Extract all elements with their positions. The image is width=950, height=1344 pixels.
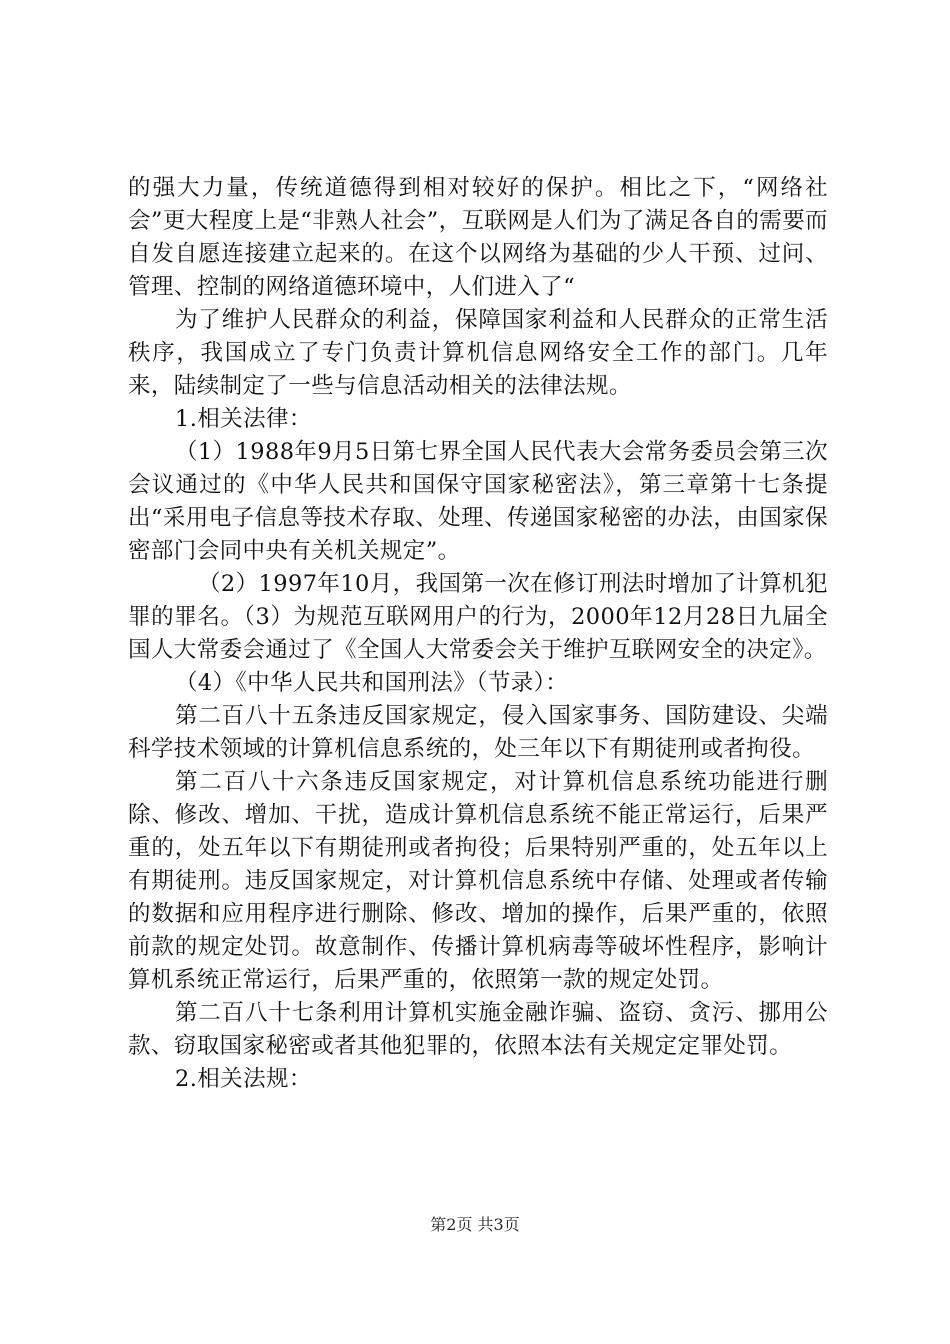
paragraph-law-1: （1）1988年9月5日第七界全国人民代表大会常务委员会第三次会议通过的《中华人民共和国保守国家秘密法》，第三章第十七条提出“采用电子信息等技术存取、处理、传递国家秘密的办法，由国家保密部门会同中央有关机关规定”。 bbox=[128, 439, 828, 564]
paragraph-article-286: 第二百八十六条违反国家规定，对计算机信息系统功能进行删除、修改、增加、干扰，造成计算机信息系统不能正常运行，后果严重的，处五年以下有期徒刑或者拘役；后果特别严重的，处五年以上有期徒刑。违反国家规定，对计算机信息系统中存储、处理或者传输的数据和应用程序进行删除、修改、增加的操作，后果严重的，依照前款的规定处罚。故意制作、传播计算机病毒等破坏性程序，影响计算机系统正常运行，后果严重的，依照第一款的规定处罚。 bbox=[128, 769, 828, 993]
section-heading-laws: 1.相关法律： bbox=[175, 406, 312, 432]
paragraph-article-287: 第二百八十七条利用计算机实施金融诈骗、盗窃、贪污、挪用公款、窃取国家秘密或者其他犯罪的，依照本法有关规定定罪处罚。 bbox=[128, 1000, 828, 1059]
page-footer: 第2页 共3页 bbox=[430, 1215, 520, 1234]
section-heading-regulations: 2.相关法规： bbox=[175, 1066, 312, 1092]
paragraph-intro: 为了维护人民群众的利益，保障国家利益和人民群众的正常生活秩序，我国成立了专门负责计算机信息网络安全工作的部门。几年来，陆续制定了一些与信息活动相关的法律法规。 bbox=[128, 307, 828, 399]
document-body bbox=[128, 172, 828, 1096]
paragraph-law-4: （4）《中华人民共和国刑法》（节录）： bbox=[175, 670, 569, 696]
paragraph-law-2-3: （2）1997年10月，我国第一次在修订刑法时增加了计算机犯罪的罪名。（3）为规范互联网用户的行为，2000年12月28日九届全国人大常委会通过了《全国人大常委会关于维护互联网安全的决定》。 bbox=[128, 571, 828, 663]
paragraph-continuation: 的强大力量，传统道德得到相对较好的保护。相比之下，“网络社会”更大程度上是“非熟人社会”，互联网是人们为了满足各自的需要而自发自愿连接建立起来的。在这个以网络为基础的少人干预、过问、管理、控制的网络道德环境中，人们进入了“ bbox=[128, 175, 828, 300]
paragraph-article-285: 第二百八十五条违反国家规定，侵入国家事务、国防建设、尖端科学技术领域的计算机信息系统的，处三年以下有期徒刑或者拘役。 bbox=[128, 703, 828, 762]
